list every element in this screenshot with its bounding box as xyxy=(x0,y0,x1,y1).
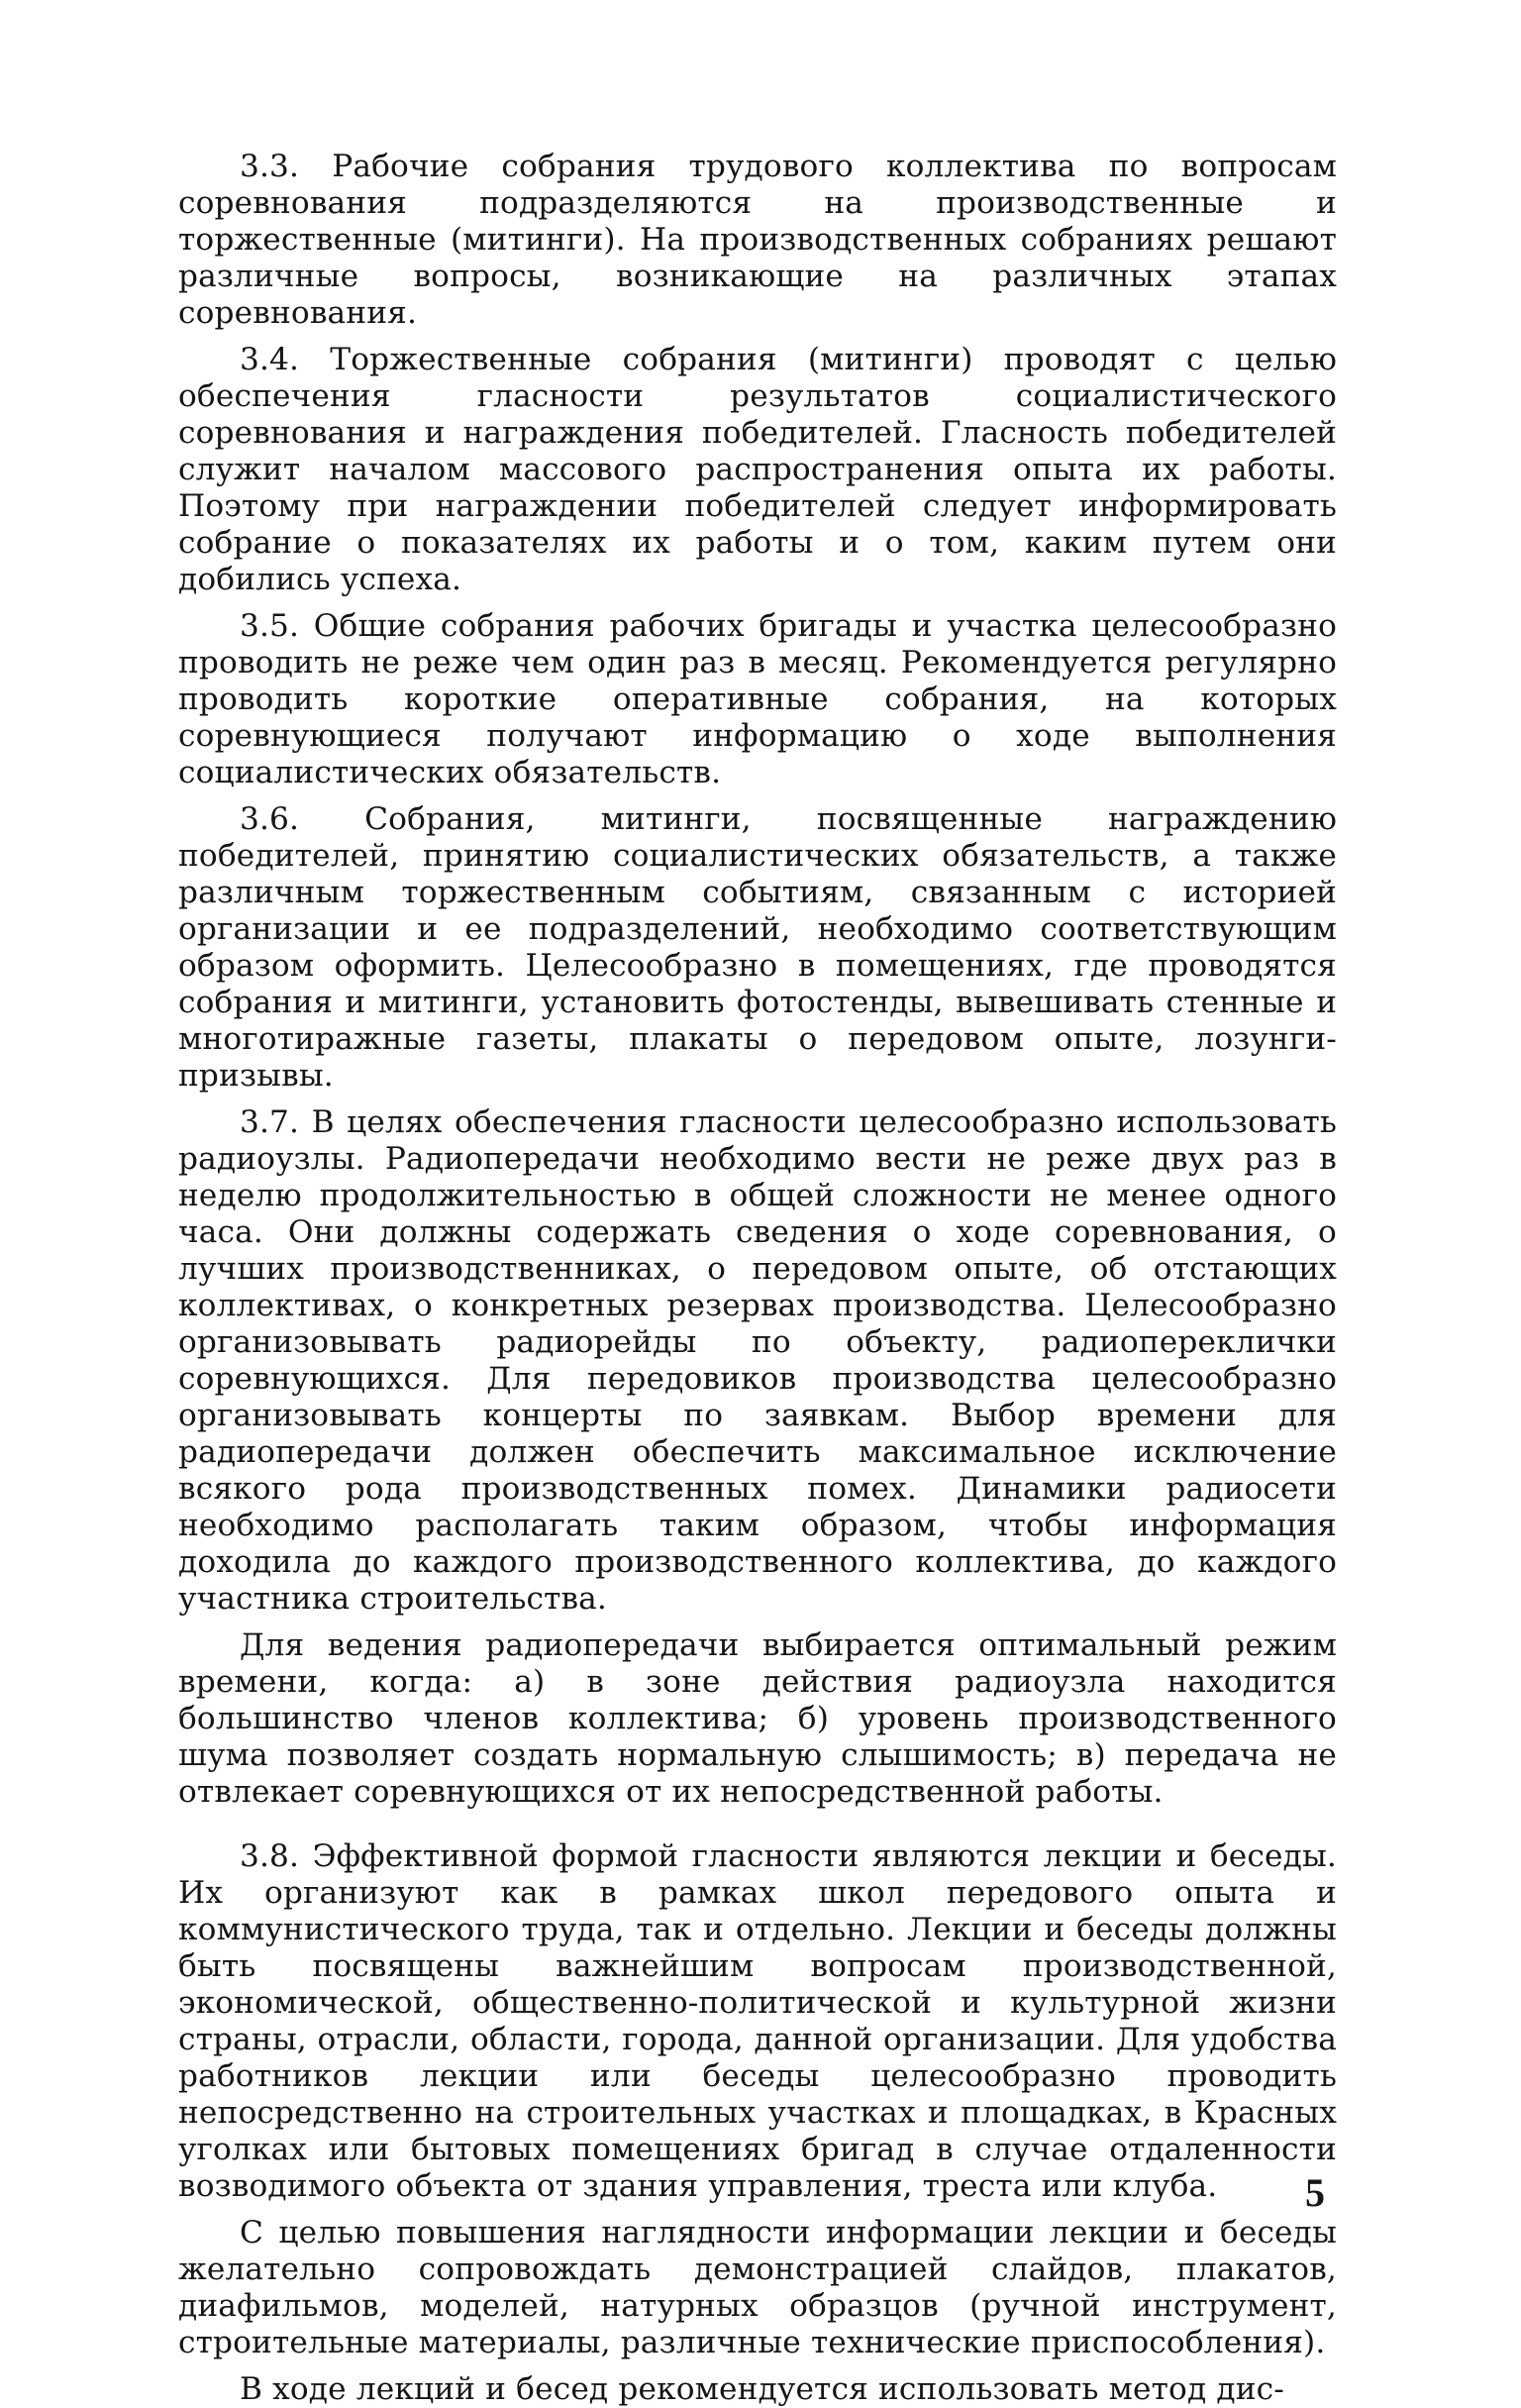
document-page xyxy=(178,149,1337,2407)
page-number: 5 xyxy=(1305,2170,1325,2215)
paragraph-3-4: 3.4. Торжественные собрания (митинги) проводят с целью обеспечения гласности результатов социалистического соревнования и награждения победителей. Гласность победителей служит началом массового распространения опыта их работы. Поэтому при награждении победителей следует информировать собрание о показателях их работы и о том, каким путем они добились успеха. xyxy=(178,342,1337,597)
paragraph-3-7: 3.7. В целях обеспечения гласности целесообразно использовать радиоузлы. Радиопередачи необходимо вести не реже двух раз в неделю продолжительностью в общей сложности не менее одного часа. Они должны содержать сведения о ходе соревнования, о лучших производственниках, о передовом опыте, об отстающих коллективах, о конкретных резервах производства. Целесообразно организовывать радиорейды по объекту, радиопереклички соревнующихся. Для передовиков производства целесообразно организовывать концерты по заявкам. Выбор времени для радиопередачи должен обеспечить максимальное исключение всякого рода производственных помех. Динамики радиосети необходимо располагать таким образом, чтобы информация доходила до каждого производственного коллектива, до каждого участника строительства. xyxy=(178,1104,1337,1617)
paragraph-3-8: 3.8. Эффективной формой гласности являются лекции и беседы. Их организуют как в рамках школ передового опыта и коммунистического труда, так и отдельно. Лекции и беседы должны быть посвящены важнейшим вопросам производственной, экономической, общественно-политической и культурной жизни страны, отрасли, области, города, данной организации. Для удобства работников лекции или беседы целесообразно проводить непосредственно на строительных участках и площадках, в Красных уголках или бытовых помещениях бригад в случае отдаленности возводимого объекта от здания управления, треста или клуба. xyxy=(178,1838,1337,2204)
paragraph-3-3: 3.3. Рабочие собрания трудового коллектива по вопросам соревнования подразделяются на производственные и торжественные (митинги). На производственных собраниях решают различные вопросы, возникающие на различных этапах соревнования. xyxy=(178,149,1337,331)
paragraph-3-5: 3.5. Общие собрания рабочих бригады и участка целесообразно проводить не реже чем один раз в месяц. Рекомендуется регулярно проводить короткие оперативные собрания, на которых соревнующиеся получают информацию о ходе выполнения социалистических обязательств. xyxy=(178,608,1337,790)
paragraph-visual-aids: С целью повышения наглядности информации лекции и беседы желательно сопровождать демонстрацией слайдов, плакатов, диафильмов, моделей, натурных образцов (ручной инструмент, строительные материалы, различные технические приспособления). xyxy=(178,2215,1337,2360)
paragraph-radio-mode: Для ведения радиопередачи выбирается оптимальный режим времени, когда: а) в зоне действия радиоузла находится большинство членов коллектива; б) уровень производственного шума позволяет создать нормальную слышимость; в) передача не отвлекает соревнующихся от их непосредственной работы. xyxy=(178,1627,1337,1810)
paragraph-lecture-method: В ходе лекций и бесед рекомендуется использовать метод дис- xyxy=(240,2371,1284,2407)
paragraph-3-6: 3.6. Собрания, митинги, посвященные награждению победителей, принятию социалистических обязательств, а также различным торжественным событиям, связанным с историей организации и ее подразделений, необходимо соответствующим образом оформить. Целесообразно в помещениях, где проводятся собрания и митинги, установить фотостенды, вывешивать стенные и многотиражные газеты, плакаты о передовом опыте, лозунги-призывы. xyxy=(178,801,1337,1094)
